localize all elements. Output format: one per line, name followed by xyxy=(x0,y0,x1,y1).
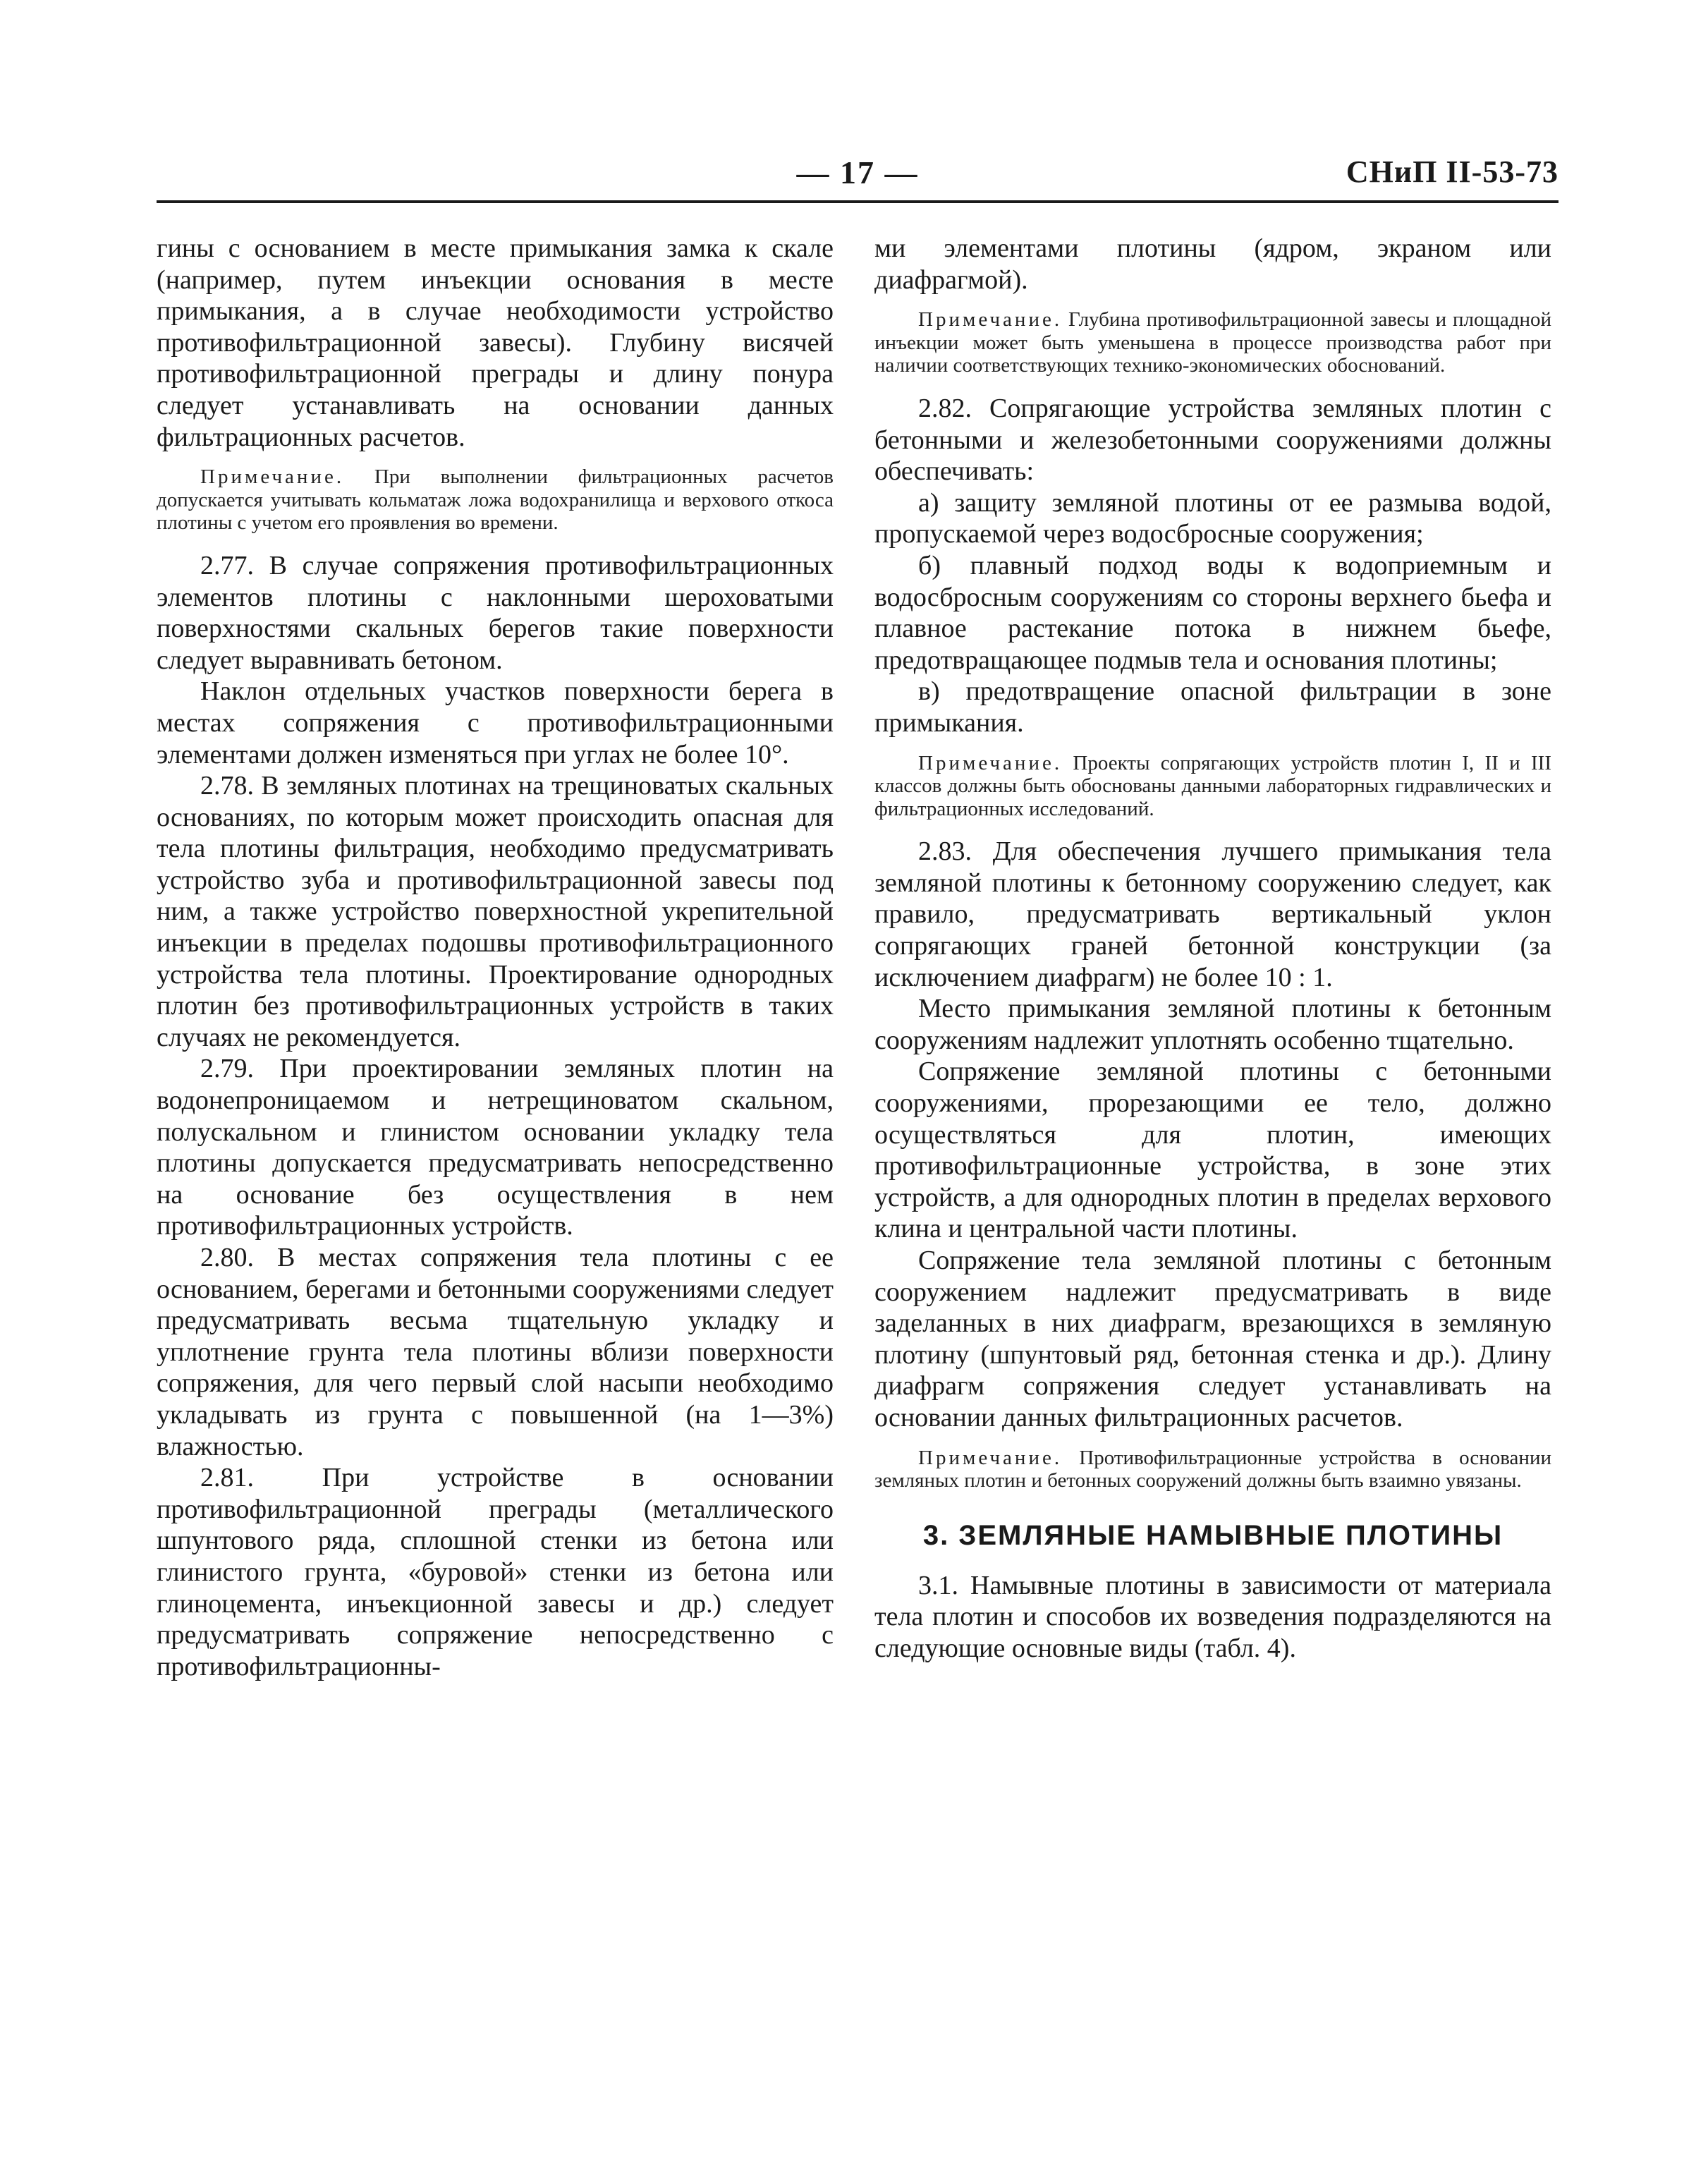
note-label: Примечание. xyxy=(200,466,345,489)
page-header xyxy=(157,154,1558,196)
right-column xyxy=(874,233,1551,1665)
clause-2-80: 2.80. В местах сопряжения тела плотины с ее основанием, берегами и бетонными сооружениями следует предусматривать весьма тщательную укладку и уплотнение грунта тела плотины вблизи поверхности сопряжения, для чего первый слой насыпи необходимо укладывать из грунта с повышенной (на 1—3%) влажностью. xyxy=(157,1243,834,1461)
clause-2-78: 2.78. В земляных плотинах на трещиноватых скальных основаниях, по которым может происходить опасная для тела плотины фильтрация, необходимо предусматривать устройство зуба и противофильтрационной завесы под ним, а также устройство поверхностной укрепительной инъекции в пределах подошвы противофильтрационного устройства тела плотины. Проектирование однородных плотин без противофильтрационных устройств в таких случаях не рекомендуется. xyxy=(157,771,834,1052)
clause-2-83-continued: Сопряжение тела земляной плотины с бетонным сооружением надлежит предусматривать в виде заделанных в них диафрагм, врезающихся в земляную плотину (шпунтовый ряд, бетонная стенка и др.). Длину диафрагм сопряжения следует устанавливать на основании данных фильтрационных расчетов. xyxy=(874,1246,1551,1432)
note-label: Примечание. xyxy=(918,751,1063,774)
left-column xyxy=(157,233,834,1682)
clause-2-82-item-b: б) плавный подход воды к водоприемным и водосбросным сооружениям со стороны верхнего бьефа и плавное растекание потока в нижнем бьефе, предотвращающее подмыв тела и основания плотины; xyxy=(874,550,1551,675)
clause-3-1: 3.1. Намывные плотины в зависимости от материала тела плотин и способов их возведения подразделяются на следующие основные виды (табл. 4). xyxy=(874,1570,1551,1663)
note-label: Примечание. xyxy=(918,1446,1063,1469)
section-title: 3. ЗЕМЛЯНЫЕ НАМЫВНЫЕ ПЛОТИНЫ xyxy=(922,1519,1503,1551)
clause-2-81: 2.81. При устройстве в основании противофильтрационной преграды (металлического шпунтового ряда, сплошной стенки из бетона или глинистого грунта, «буровой» стенки из бетона или глиноцемента, инъекционной завесы и др.) следует предусматривать сопряжение непосредственно с противофильтрационны- xyxy=(157,1463,834,1681)
paragraph-continuation: гины с основанием в месте примыкания замка к скале (например, путем инъекции основания в месте примыкания, а в случае необходимости устройство противофильтрационной завесы). Глубину висячей противофильтрационной преграды и длину понура следует устанавливать на основании данных фильтрационных расчетов. xyxy=(157,233,834,452)
clause-2-79: 2.79. При проектировании земляных плотин на водонепроницаемом и нетрещиноватом скальном, полускальном и глинистом основании укладку тела плотины допускается предусматривать непосредственно на основание без осуществления в нем противофильтрационных устройств. xyxy=(157,1054,834,1241)
note-label: Примечание. xyxy=(918,308,1063,331)
clause-2-77-continued: Наклон отдельных участков поверхности берега в местах сопряжения с противофильтрационными элементами должен изменяться при углах не более 10°. xyxy=(157,676,834,769)
note xyxy=(874,752,1551,821)
clause-2-83-continued: Сопряжение земляной плотины с бетонными сооружениями, прорезающими ее тело, должно осуществляться для плотин, имеющих противофильтрационные устройства, в зоне этих устройств, а для однородных плотин в пределах верхового клина и центральной части плотины. xyxy=(874,1057,1551,1244)
note xyxy=(874,1447,1551,1492)
note xyxy=(874,308,1551,377)
clause-2-82-item-a: а) защиту земляной плотины от ее размыва водой, пропускаемой через водосбросные сооружения; xyxy=(874,487,1551,549)
note-text: Глубина противофильтрационной завесы и площадной инъекции может быть уменьшена в процессе производства работ при наличии соответствующих технико-экономических обоснований. xyxy=(874,308,1551,377)
page-number: — 17 — xyxy=(796,154,919,190)
clause-2-77: 2.77. В случае сопряжения противофильтрационных элементов плотины с наклонными шероховатыми поверхностями скальных берегов такие поверхности следует выравнивать бетоном. xyxy=(157,550,834,675)
clause-2-83-continued: Место примыкания земляной плотины к бетонным сооружениям надлежит уплотнять особенно тщательно. xyxy=(874,994,1551,1055)
note-text: При выполнении фильтрационных расчетов допускается учитывать кольматаж ложа водохранилища и верхового откоса плотины с учетом его проявления во времени. xyxy=(157,466,834,535)
note xyxy=(157,466,834,535)
paragraph-continuation: ми элементами плотины (ядром, экраном или диафрагмой). xyxy=(874,233,1551,295)
document-code: СНиП II-53-73 xyxy=(1346,154,1558,189)
clause-2-83: 2.83. Для обеспечения лучшего примыкания тела земляной плотины к бетонному сооружению следует, как правило, предусматривать вертикальный уклон сопрягающих граней бетонной конструкции (за исключением диафрагм) не более 10 : 1. xyxy=(874,836,1551,992)
clause-2-82-item-c: в) предотвращение опасной фильтрации в зоне примыкания. xyxy=(874,676,1551,738)
header-rule xyxy=(157,200,1558,203)
note-text: Проекты сопрягающих устройств плотин I, II и III классов должны быть обоснованы данными лабораторных гидравлических и фильтрационных исследований. xyxy=(874,751,1551,820)
clause-2-82: 2.82. Сопрягающие устройства земляных плотин с бетонными и железобетонными сооружениями должны обеспечивать: xyxy=(874,393,1551,487)
note-text: Противофильтрационные устройства в основании земляных плотин и бетонных сооружений должны быть взаимно увязаны. xyxy=(874,1446,1551,1492)
